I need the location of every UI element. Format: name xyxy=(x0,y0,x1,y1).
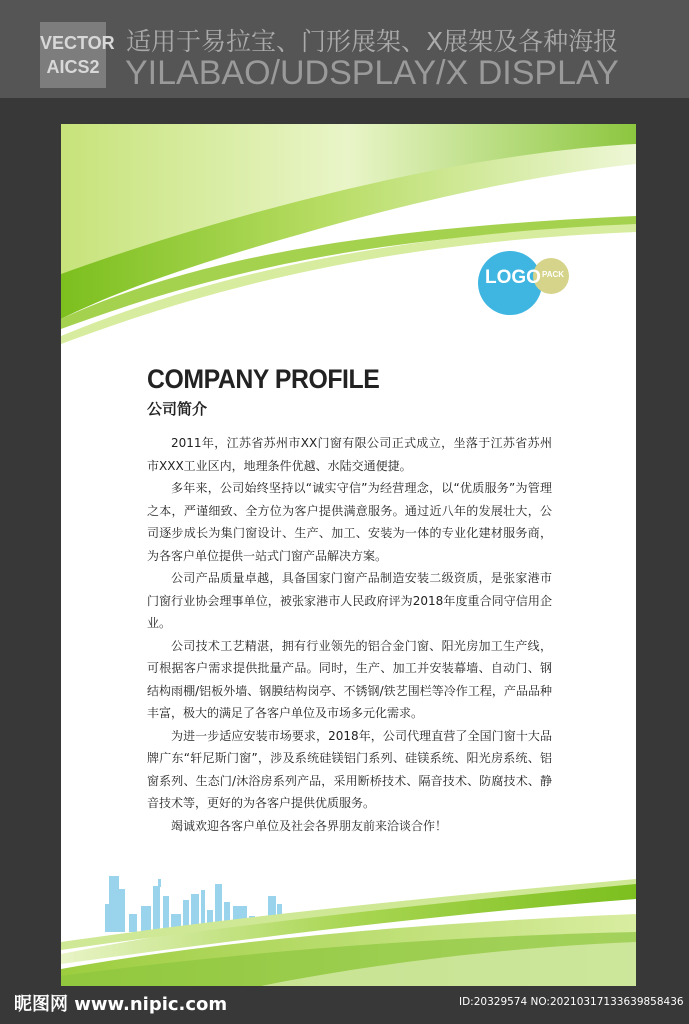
building xyxy=(105,904,111,932)
profile-title: COMPANY PROFILE xyxy=(147,364,380,394)
logo-sub-text: PACK xyxy=(541,270,565,279)
building xyxy=(158,879,161,887)
profile-paragraph: 公司技术工艺精湛，拥有行业领先的铝合金门窗、阳光房加工生产线，可根据客户需求提供批量产品。同时，生产、加工并安装幕墙、自动门、钢结构雨棚/铝板外墙、钢膜结构岗亭、不锈钢/铁艺围栏等冷作工程，产品品种丰富，极大的满足了各客户单位及市场多元化需求。 xyxy=(147,638,552,720)
profile-paragraph: 竭诚欢迎各客户单位及社会各界朋友前来洽谈合作！ xyxy=(171,818,448,833)
top-banner xyxy=(0,0,689,98)
building xyxy=(129,914,137,932)
building xyxy=(153,886,160,932)
watermark-site: 昵图网 www.nipic.com xyxy=(14,994,228,1015)
profile-paragraph: 公司产品质量卓越，具备国家门窗产品制造安装二级资质，是张家港市门窗行业协会理事单位，被张家港市人民政府评为2018年度重合同守信用企业。 xyxy=(147,571,552,630)
header-line2: YILABAO/UDSPLAY/X DISPLAY xyxy=(125,54,619,92)
profile-paragraph: 为进一步适应安装市场要求，2018年，公司代理直营了全国门窗十大品牌广东“轩尼斯门窗”，涉及系统硅镁铝门系列、硅镁系统、阳光房系统、铝窗系列、生态门/沐浴房系列产品，采用断桥技术、隔音技术、防腐技术、静音技术等，更好的为各客户提供优质服务。 xyxy=(147,728,552,810)
badge-line2: AICS2 xyxy=(46,57,100,77)
poster xyxy=(61,124,636,986)
watermark-id: ID:20329574 NO:20210317133639858436 xyxy=(459,996,684,1008)
vector-badge xyxy=(40,22,115,88)
badge-line1: VECTOR xyxy=(40,33,115,53)
profile-body xyxy=(147,432,552,837)
profile-paragraph: 多年来，公司始终坚持以“诚实守信”为经营理念，以“优质服务”为管理之本，严谨细致、全方位为客户提供满意服务。通过近八年的发展壮大，公司逐步成长为集门窗设计、生产、加工、安装为一体的专业化建材服务商，为各客户单位提供一站式门窗产品解决方案。 xyxy=(147,481,552,563)
logo-text: LOGO xyxy=(485,267,541,288)
building xyxy=(119,889,125,932)
profile-paragraph: 2011年，江苏省苏州市XX门窗有限公司正式成立，坐落于江苏省苏州市XXX工业区内，地理条件优越、水陆交通便捷。 xyxy=(147,436,552,473)
header-line1: 适用于易拉宝、门形展架、X展架及各种海报 xyxy=(126,27,619,56)
building xyxy=(141,906,151,932)
profile-subtitle: 公司简介 xyxy=(147,400,208,418)
building xyxy=(163,896,169,932)
